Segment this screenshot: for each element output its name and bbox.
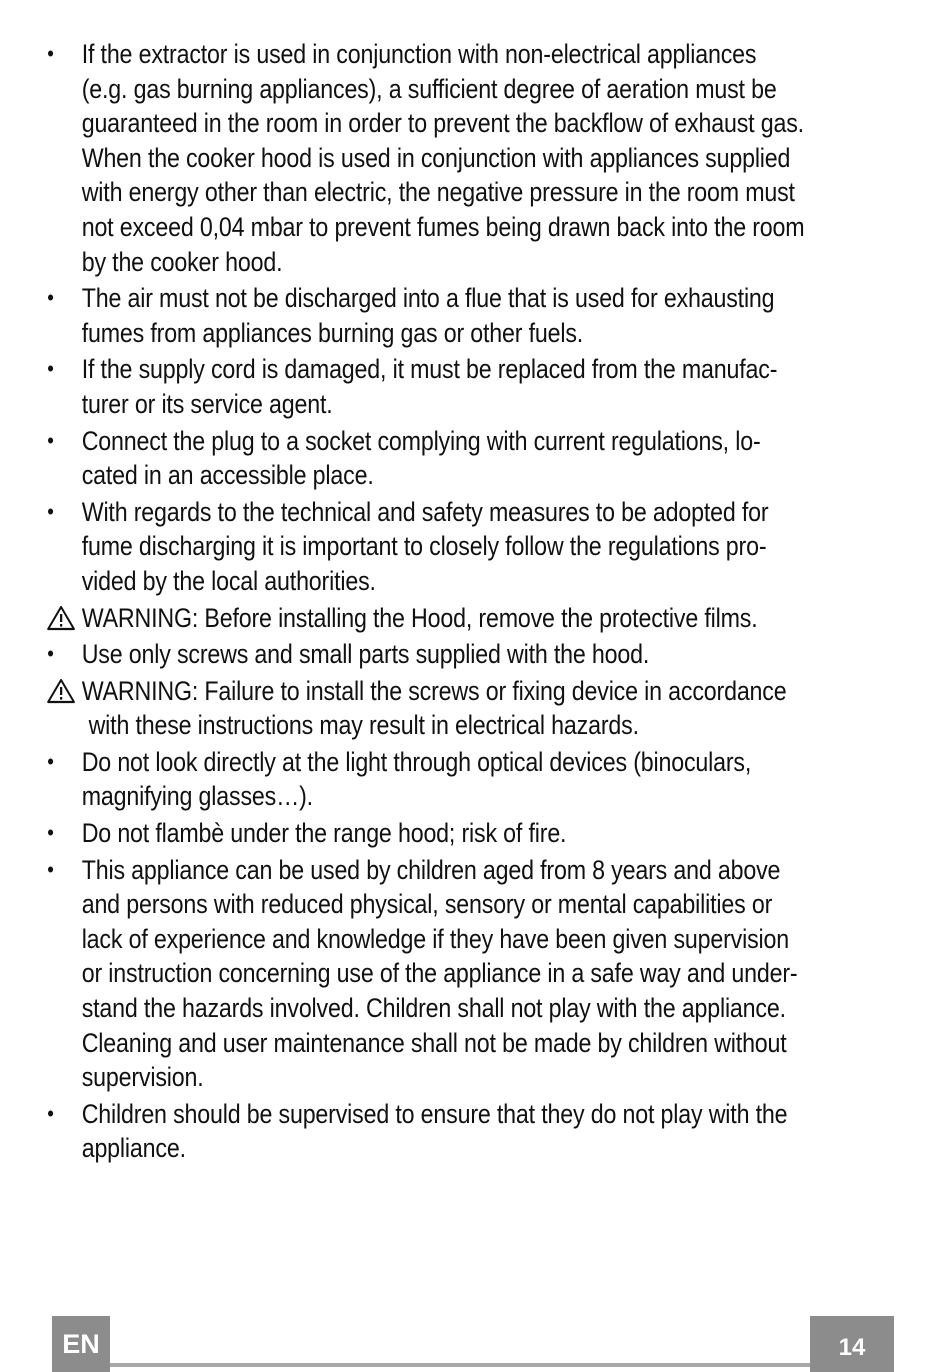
text-line: WARNING: Before installing the Hood, remove the protective films. [81,602,758,633]
text-line: fume discharging it is important to closely follow the regulations pro- [81,531,767,562]
warning-note [0,601,942,636]
bullet-icon: • [47,498,54,524]
list-item [0,745,950,814]
text-line: If the extractor is used in conjunction with non-electrical appliances [81,39,757,69]
text-line: Cleaning and user maintenance shall not be made by children without [81,1027,787,1058]
text-line: stand the hazards involved. Children shall not play with the appliance. [81,993,786,1024]
bullet-icon: • [47,748,54,774]
text-line: and persons with reduced physical, sensory or mental capabilities or [81,889,773,920]
warning-triangle-icon [46,605,75,631]
bullet-icon: • [47,285,54,311]
text-line: vided by the local authorities. [81,565,376,596]
text-line: not exceed 0,04 mbar to prevent fumes being drawn back into the room [81,211,805,242]
list-item [0,1097,950,1166]
text-line: by the cooker hood. [81,246,283,277]
text-line: Do not look directly at the light through optical devices (binoculars, [81,746,752,777]
bullet-icon: • [47,427,54,453]
list-item [0,495,950,599]
language-label: EN [62,1328,100,1359]
bullet-icon: • [47,641,54,667]
list-item [0,37,950,279]
text-line: magnifying glasses…). [81,781,313,812]
bullet-icon: • [47,856,54,882]
text-line: guaranteed in the room in order to prevent the backflow of exhaust gas. [81,108,804,139]
list-item [0,424,950,493]
bullet-icon: • [47,820,54,846]
warning-triangle-icon [46,678,75,704]
text-line: lack of experience and knowledge if they have been given supervision [81,923,790,954]
list-item [0,853,950,1095]
text-line: with these instructions may result in electrical hazards. [88,710,639,741]
bullet-icon: • [47,1100,54,1126]
text-line: Connect the plug to a socket complying with current regulations, lo- [81,425,761,456]
list-item [0,637,950,672]
text-line: With regards to the technical and safety measures to be adopted for [81,496,769,527]
instructions-list [0,37,950,1168]
language-tab [52,1316,110,1372]
list-item [0,816,950,851]
text-line: Children should be supervised to ensure that they do not play with the [81,1098,788,1129]
text-line: (e.g. gas burning appliances), a sufficient degree of aeration must be [81,73,777,104]
text-line: If the supply cord is damaged, it must be replaced from the manufac- [81,354,778,385]
text-line: fumes from appliances burning gas or other fuels. [81,317,584,348]
text-line: Use only screws and small parts supplied with the hood. [81,639,650,670]
text-line: This appliance can be used by children aged from 8 years and above [81,854,781,885]
text-line: The air must not be discharged into a flue that is used for exhausting [81,283,775,314]
bullet-icon: • [47,41,54,66]
text-line: turer or its service agent. [81,388,333,419]
page-number-box [810,1316,894,1372]
bullet-icon: • [47,356,54,382]
warning-note [0,674,942,743]
text-line: WARNING: Failure to install the screws or fixing device in accordance [81,675,787,706]
text-line: appliance. [81,1133,186,1164]
text-line: or instruction concerning use of the appliance in a safe way and under- [81,958,798,989]
list-item [0,352,950,421]
page-number: 14 [838,1334,866,1361]
text-line: cated in an accessible place. [81,460,374,491]
text-line: When the cooker hood is used in conjunction with appliances supplied [81,142,791,173]
text-line: with energy other than electric, the negative pressure in the room must [81,177,795,208]
footer-divider [110,1363,810,1367]
list-item [0,281,950,350]
text-line: Do not flambè under the range hood; risk of fire. [81,818,567,849]
text-line: supervision. [81,1062,204,1093]
